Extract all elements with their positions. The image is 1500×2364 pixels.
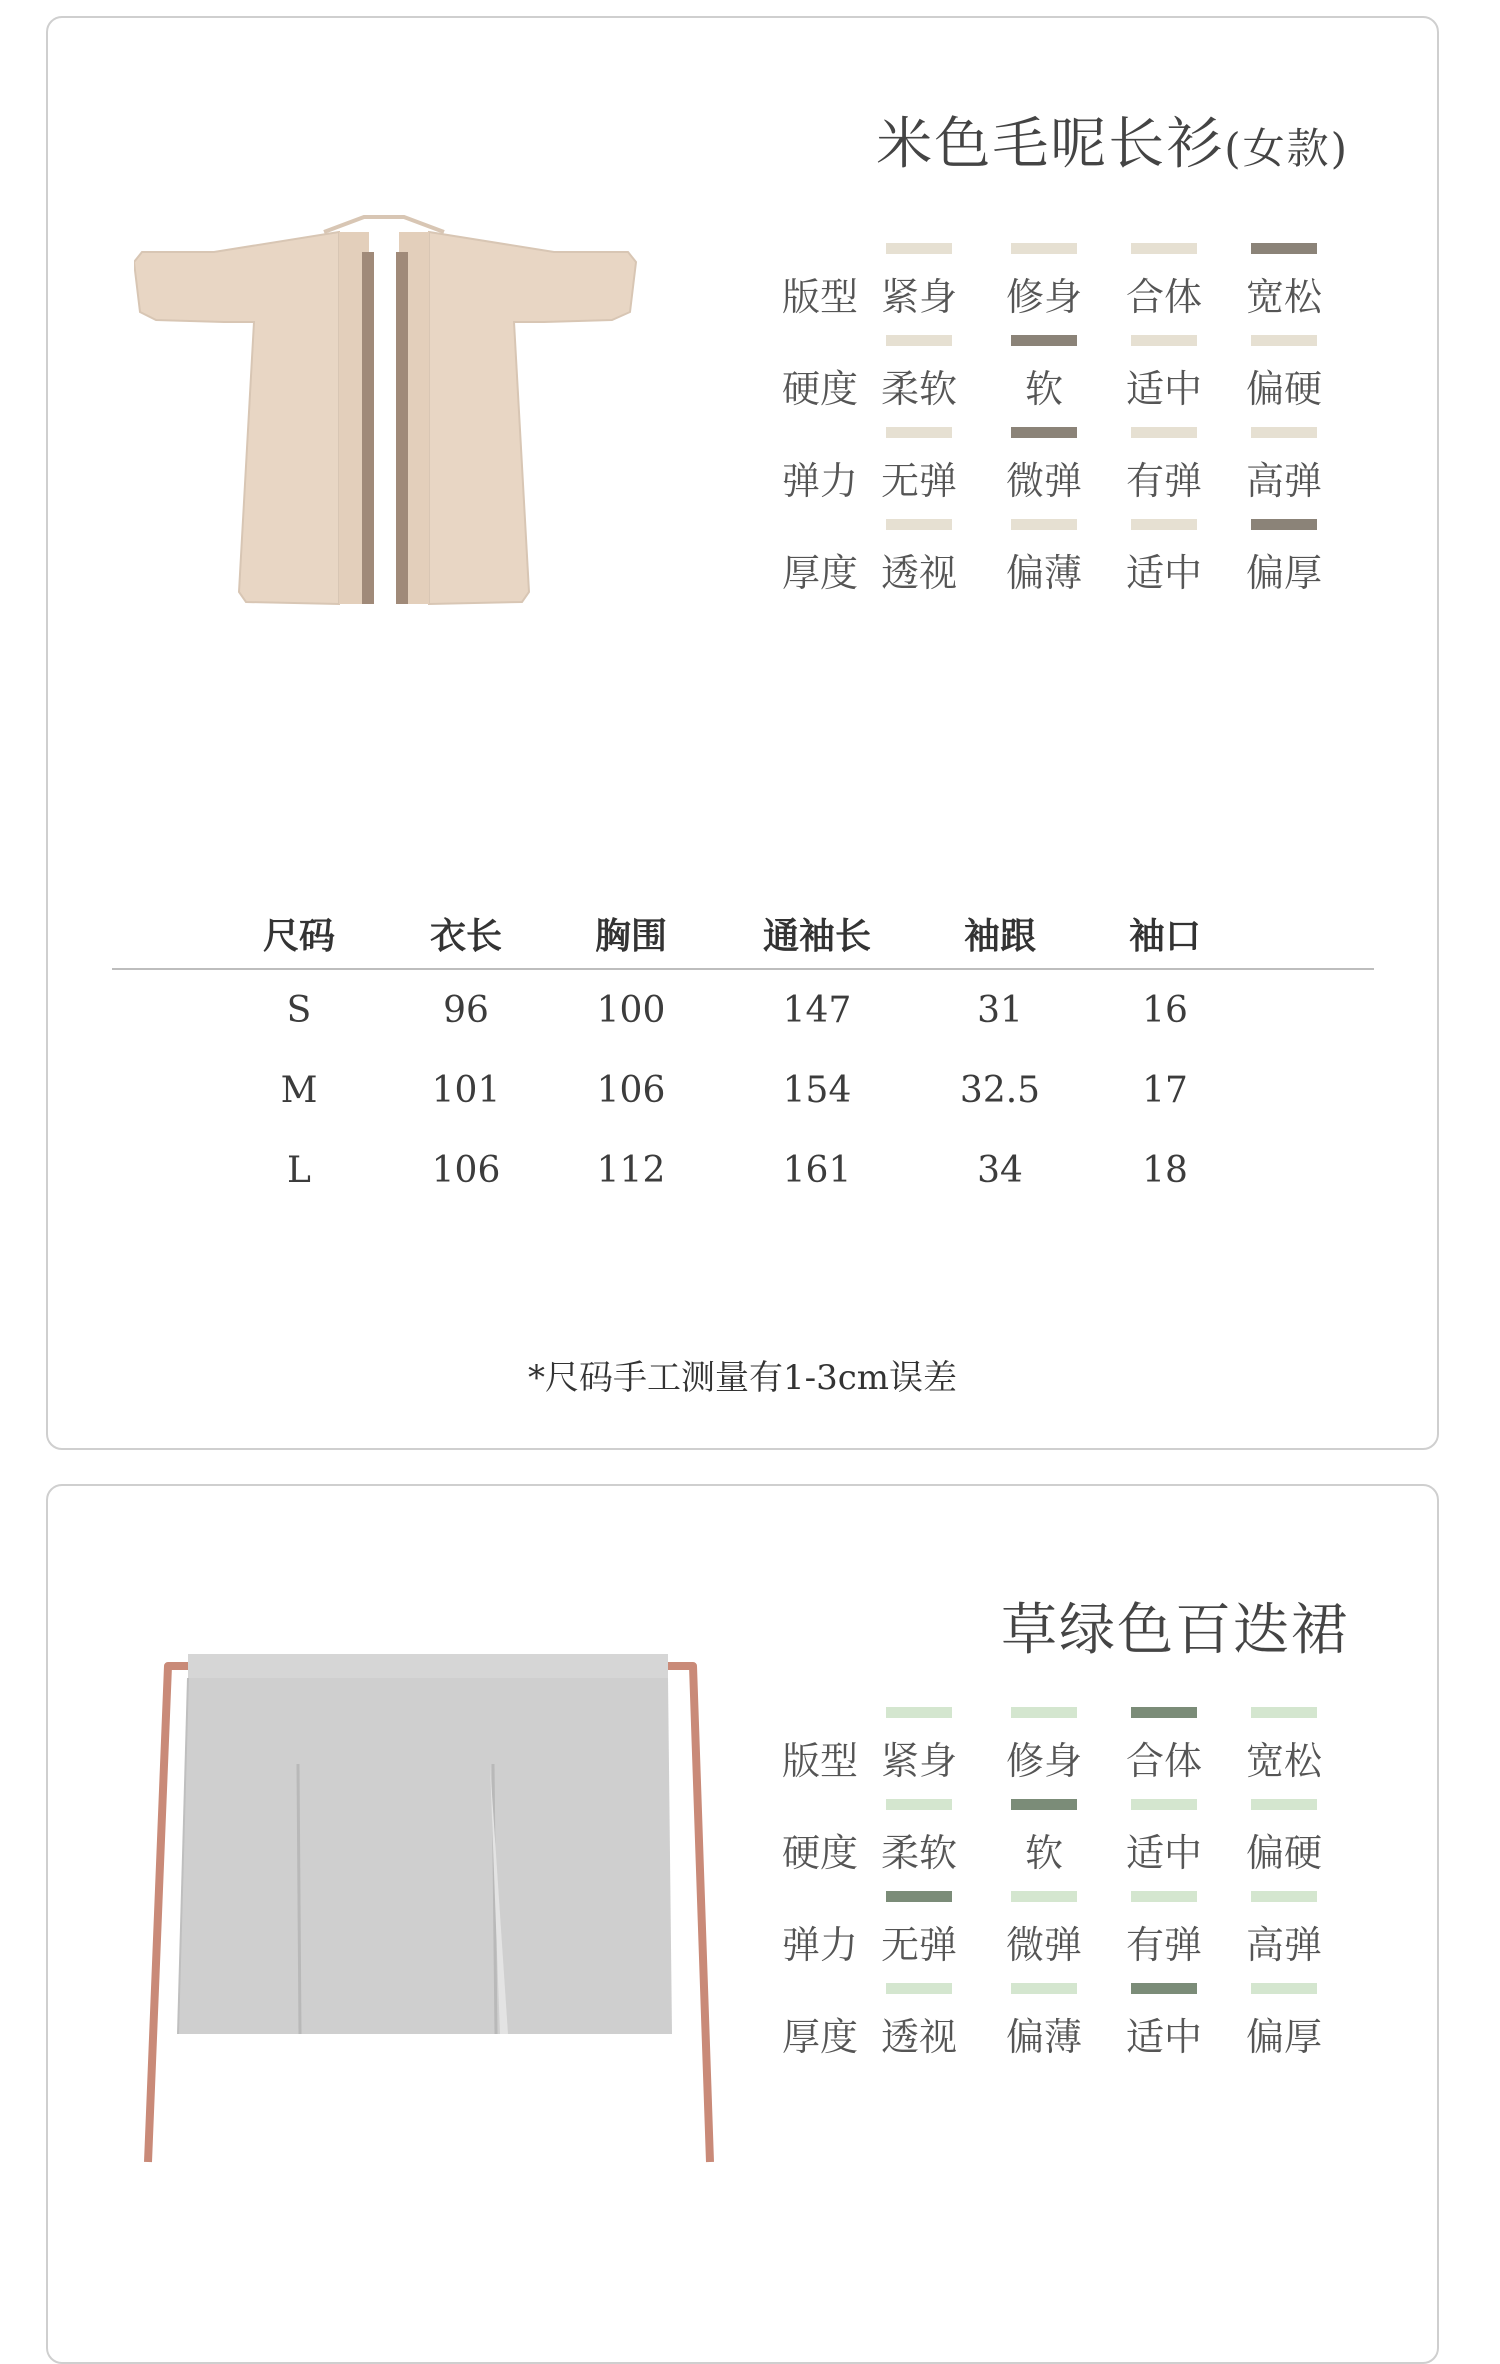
attribute-row [782, 519, 1402, 611]
attribute-option-label: 软 [1024, 1831, 1063, 1875]
size-table-header-cell: 通袖长 [762, 915, 871, 957]
attribute-option [1104, 1707, 1224, 1785]
attribute-option-label: 紧身 [880, 275, 957, 319]
product-card-skirt [46, 1484, 1439, 2364]
attribute-option [984, 1799, 1104, 1877]
size-table-cell: 154 [782, 1070, 852, 1111]
size-table-cell: 161 [782, 1150, 852, 1191]
indicator-bar [1251, 1891, 1317, 1902]
attribute-row [782, 335, 1402, 427]
attribute-row [782, 1983, 1402, 2075]
indicator-bar [886, 1983, 952, 1994]
attribute-option-label: 有弹 [1125, 459, 1202, 503]
selected-indicator-bar [1011, 335, 1077, 346]
attribute-row [782, 1891, 1402, 1983]
attribute-option-label: 偏厚 [1245, 551, 1322, 595]
indicator-bar [1011, 1707, 1077, 1718]
size-table-cell: 101 [431, 1070, 501, 1111]
size-table-cell: L [287, 1150, 311, 1191]
attribute-option-label: 高弹 [1245, 459, 1322, 503]
indicator-bar [886, 519, 952, 530]
size-table-cell: 147 [782, 990, 852, 1031]
attribute-label: 硬度 [782, 1831, 859, 1875]
attribute-option-label: 微弹 [1005, 1923, 1082, 1967]
attribute-option-label: 高弹 [1245, 1923, 1322, 1967]
attribute-option [984, 427, 1104, 505]
indicator-bar [1131, 1891, 1197, 1902]
size-table-cell: 34 [977, 1150, 1023, 1191]
attribute-option-label: 透视 [880, 551, 957, 595]
attribute-option [859, 1799, 979, 1877]
attribute-chart [782, 1707, 1402, 2075]
size-table-cell: M [280, 1070, 318, 1111]
indicator-bar [1131, 519, 1197, 530]
attribute-option-label: 适中 [1125, 2015, 1202, 2059]
attribute-option-label: 偏硬 [1245, 367, 1322, 411]
size-table-cell: 18 [1142, 1150, 1188, 1191]
size-table-header-cell: 袖口 [1128, 915, 1201, 957]
indicator-bar [1251, 427, 1317, 438]
attribute-option-label: 宽松 [1245, 1739, 1322, 1783]
attribute-option [859, 1983, 979, 2061]
attribute-label: 版型 [782, 275, 859, 319]
attribute-label: 厚度 [782, 551, 859, 595]
size-table-cell: 106 [596, 1070, 666, 1111]
attribute-option [1224, 1799, 1344, 1877]
attribute-option-label: 适中 [1125, 367, 1202, 411]
coat-image [134, 212, 764, 642]
attribute-option [1224, 335, 1344, 413]
size-table-cell: 96 [443, 990, 489, 1031]
selected-indicator-bar [1251, 243, 1317, 254]
attribute-option-label: 软 [1024, 367, 1063, 411]
size-table-cell: 31 [977, 990, 1023, 1031]
indicator-bar [1131, 1799, 1197, 1810]
size-table-header-cell: 尺码 [262, 915, 335, 957]
attribute-option [1104, 243, 1224, 321]
size-table-cell: 106 [431, 1150, 501, 1191]
attribute-option [1104, 1891, 1224, 1969]
skirt-image [128, 1654, 768, 2174]
product-title: 草绿色百迭裙 [1001, 1598, 1349, 1663]
attribute-option [1224, 1983, 1344, 2061]
size-table-header-cell: 胸围 [594, 915, 667, 957]
attribute-row [782, 243, 1402, 335]
indicator-bar [1131, 243, 1197, 254]
attribute-option [1224, 1707, 1344, 1785]
product-title: 米色毛呢长衫(女款) [876, 112, 1349, 177]
attribute-option [1224, 519, 1344, 597]
attribute-option-label: 修身 [1005, 275, 1082, 319]
selected-indicator-bar [1251, 519, 1317, 530]
attribute-option [984, 1891, 1104, 1969]
size-table-header [112, 898, 1374, 970]
attribute-option-label: 偏薄 [1005, 2015, 1082, 2059]
selected-indicator-bar [886, 1891, 952, 1902]
attribute-option-label: 合体 [1125, 1739, 1202, 1783]
attribute-chart [782, 243, 1402, 611]
attribute-option [1224, 1891, 1344, 1969]
size-table-cell: 16 [1142, 990, 1188, 1031]
indicator-bar [886, 335, 952, 346]
attribute-option-label: 紧身 [880, 1739, 957, 1783]
attribute-label: 厚度 [782, 2015, 859, 2059]
selected-indicator-bar [1011, 1799, 1077, 1810]
attribute-row [782, 1799, 1402, 1891]
indicator-bar [1011, 1891, 1077, 1902]
attribute-option-label: 修身 [1005, 1739, 1082, 1783]
attribute-option-label: 偏薄 [1005, 551, 1082, 595]
attribute-option [984, 1983, 1104, 2061]
attribute-option [1104, 335, 1224, 413]
size-table-header-cell: 袖跟 [963, 915, 1036, 957]
attribute-option [1104, 1799, 1224, 1877]
attribute-option [859, 335, 979, 413]
attribute-option-label: 适中 [1125, 551, 1202, 595]
attribute-label: 弹力 [782, 459, 859, 503]
attribute-option-label: 有弹 [1125, 1923, 1202, 1967]
attribute-label: 版型 [782, 1739, 859, 1783]
attribute-option [984, 243, 1104, 321]
indicator-bar [1251, 1799, 1317, 1810]
attribute-option [1224, 243, 1344, 321]
attribute-option [1104, 519, 1224, 597]
attribute-option-label: 微弹 [1005, 459, 1082, 503]
attribute-label: 硬度 [782, 367, 859, 411]
selected-indicator-bar [1131, 1983, 1197, 1994]
attribute-option-label: 透视 [880, 2015, 957, 2059]
indicator-bar [1131, 427, 1197, 438]
size-table-header-cell: 衣长 [429, 915, 502, 957]
attribute-option-label: 无弹 [880, 1923, 957, 1967]
indicator-bar [1251, 1707, 1317, 1718]
attribute-option-label: 合体 [1125, 275, 1202, 319]
attribute-option-label: 柔软 [880, 1831, 957, 1875]
table-row [112, 970, 1374, 1050]
attribute-option [859, 243, 979, 321]
indicator-bar [1131, 335, 1197, 346]
attribute-option [859, 1707, 979, 1785]
attribute-option [984, 335, 1104, 413]
attribute-option-label: 偏硬 [1245, 1831, 1322, 1875]
size-table-cell: 17 [1142, 1070, 1188, 1111]
attribute-option [859, 519, 979, 597]
indicator-bar [886, 1799, 952, 1810]
product-card-coat [46, 16, 1439, 1450]
size-table-cell: 32.5 [959, 1070, 1041, 1111]
attribute-option [1224, 427, 1344, 505]
selected-indicator-bar [1131, 1707, 1197, 1718]
attribute-row [782, 1707, 1402, 1799]
selected-indicator-bar [1011, 427, 1077, 438]
attribute-option [984, 1707, 1104, 1785]
measurement-note: *尺码手工测量有1-3cm误差 [527, 1358, 958, 1398]
attribute-label: 弹力 [782, 1923, 859, 1967]
attribute-option [1104, 427, 1224, 505]
indicator-bar [1011, 1983, 1077, 1994]
attribute-option-label: 柔软 [880, 367, 957, 411]
attribute-option-label: 偏厚 [1245, 2015, 1322, 2059]
indicator-bar [1011, 243, 1077, 254]
attribute-option-label: 宽松 [1245, 275, 1322, 319]
indicator-bar [1011, 519, 1077, 530]
attribute-option [859, 1891, 979, 1969]
indicator-bar [1251, 1983, 1317, 1994]
indicator-bar [1251, 335, 1317, 346]
attribute-option [859, 427, 979, 505]
attribute-option [1104, 1983, 1224, 2061]
size-table-cell: 100 [596, 990, 666, 1031]
attribute-option [984, 519, 1104, 597]
indicator-bar [886, 427, 952, 438]
indicator-bar [886, 1707, 952, 1718]
size-table-cell: S [286, 990, 312, 1031]
indicator-bar [886, 243, 952, 254]
attribute-option-label: 无弹 [880, 459, 957, 503]
size-table-cell: 112 [596, 1150, 666, 1191]
table-row [112, 1050, 1374, 1130]
size-table [112, 898, 1374, 1210]
attribute-row [782, 427, 1402, 519]
table-row [112, 1130, 1374, 1210]
attribute-option-label: 适中 [1125, 1831, 1202, 1875]
